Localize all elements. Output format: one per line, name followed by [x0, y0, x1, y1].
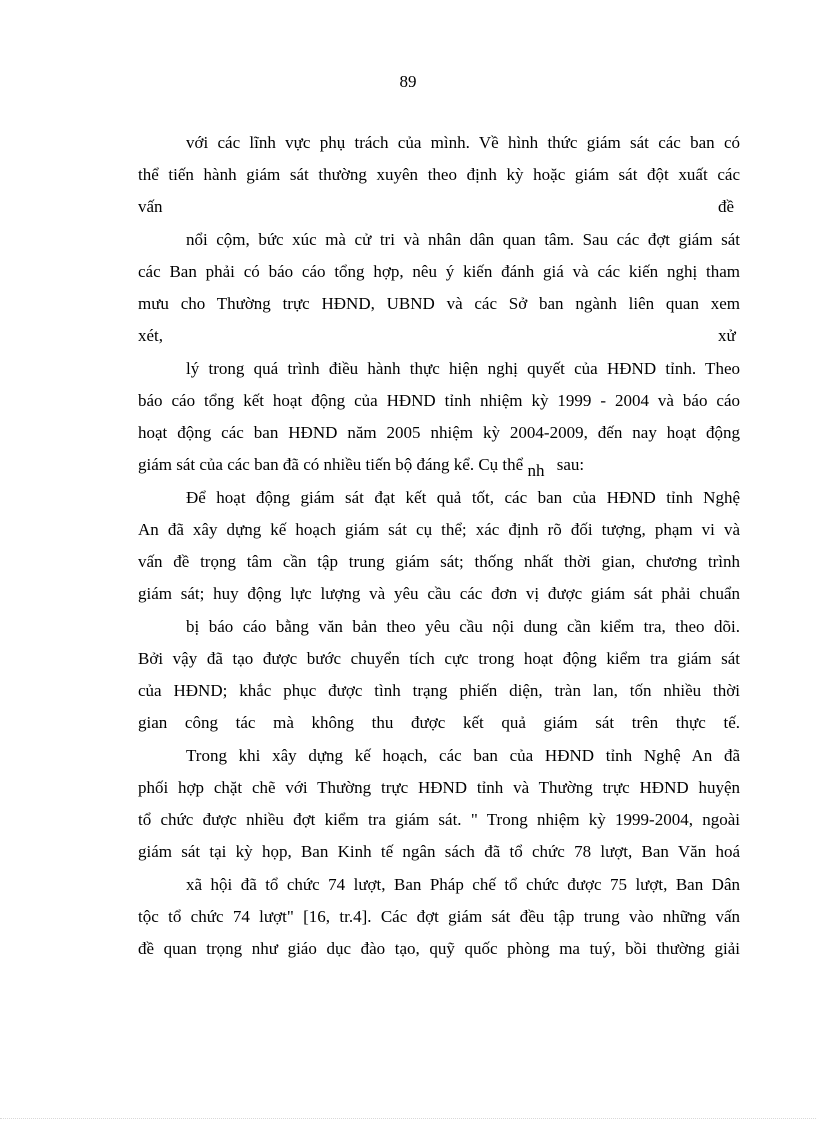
- text-line: gian công tác mà không thu được kết quả giám sát trên thực tế.: [138, 713, 740, 732]
- text-line: nổi cộm, bức xúc mà cử tri và nhân dân quan tâm. Sau các đợt giám sát: [186, 230, 740, 249]
- page-bottom-rule: [0, 1118, 816, 1119]
- text-line: báo cáo tổng kết hoạt động của HĐND tỉnh nhiệm kỳ 1999 - 2004 và báo cáo: [138, 391, 740, 410]
- text-line: bị báo cáo bằng văn bản theo yêu cầu nội dung cần kiểm tra, theo dõi.: [186, 617, 740, 636]
- text-line: với các lĩnh vực phụ trách của mình. Về hình thức giám sát các ban có: [186, 133, 740, 152]
- text-line: Bởi vậy đã tạo được bước chuyển tích cực trong hoạt động kiểm tra giám sát: [138, 649, 740, 668]
- text-line: Để hoạt động giám sát đạt kết quả tốt, các ban của HĐND tỉnh Nghệ: [186, 488, 740, 507]
- text-line: tổ chức được nhiều đợt kiểm tra giám sát. " Trong nhiệm kỳ 1999-2004, ngoài: [138, 810, 740, 829]
- text-line: xét,: [138, 326, 164, 345]
- text-line: Trong khi xây dựng kế hoạch, các ban của HĐND tỉnh Nghệ An đã: [186, 746, 740, 765]
- text-line: đề: [718, 197, 735, 216]
- text-line: xã hội đã tổ chức 74 lượt, Ban Pháp chế tổ chức được 75 lượt, Ban Dân: [186, 875, 740, 894]
- text-line: hoạt động các ban HĐND năm 2005 nhiệm kỳ 2004-2009, đến nay hoạt động: [138, 423, 740, 442]
- text-line: xử: [718, 326, 736, 345]
- page-number: 89: [399, 72, 417, 91]
- text-line: của HĐND; khắc phục được tình trạng phiến diện, tràn lan, tốn nhiều thời: [138, 681, 740, 700]
- text-segment: sau:: [556, 455, 585, 474]
- text-line: giám sát tại kỳ họp, Ban Kinh tế ngân sách đã tổ chức 78 lượt, Ban Văn hoá: [138, 842, 740, 861]
- text-line: đề quan trọng như giáo dục đào tạo, quỹ quốc phòng ma tuý, bồi thường giải: [138, 939, 740, 958]
- text-line: vấn: [138, 197, 163, 216]
- text-line: An đã xây dựng kế hoạch giám sát cụ thể; xác định rõ đối tượng, phạm vi và: [138, 520, 740, 539]
- text-line: thể tiến hành giám sát thường xuyên theo định kỳ hoặc giám sát đột xuất các: [138, 165, 740, 184]
- text-line: vấn đề trọng tâm cần tập trung giám sát; thống nhất thời gian, chương trình: [138, 552, 740, 571]
- text-line: [138, 455, 585, 480]
- text-line: phối hợp chặt chẽ với Thường trực HĐND tỉnh và Thường trực HĐND huyện: [138, 778, 740, 797]
- text-segment: nh: [527, 461, 545, 480]
- text-line: mưu cho Thường trực HĐND, UBND và các Sở ban ngành liên quan xem: [138, 294, 740, 313]
- text-line: giám sát; huy động lực lượng và yêu cầu các đơn vị được giám sát phải chuẩn: [138, 584, 740, 603]
- text-line: tộc tổ chức 74 lượt" [16, tr.4]. Các đợt giám sát đều tập trung vào những vấn: [138, 907, 740, 926]
- text-line: các Ban phải có báo cáo tổng hợp, nêu ý kiến đánh giá và các kiến nghị tham: [138, 262, 740, 281]
- text-line: lý trong quá trình điều hành thực hiện nghị quyết của HĐND tỉnh. Theo: [186, 359, 740, 378]
- text-segment: giám sát của các ban đã có nhiều tiến bộ đáng kể. Cụ thể: [138, 455, 524, 474]
